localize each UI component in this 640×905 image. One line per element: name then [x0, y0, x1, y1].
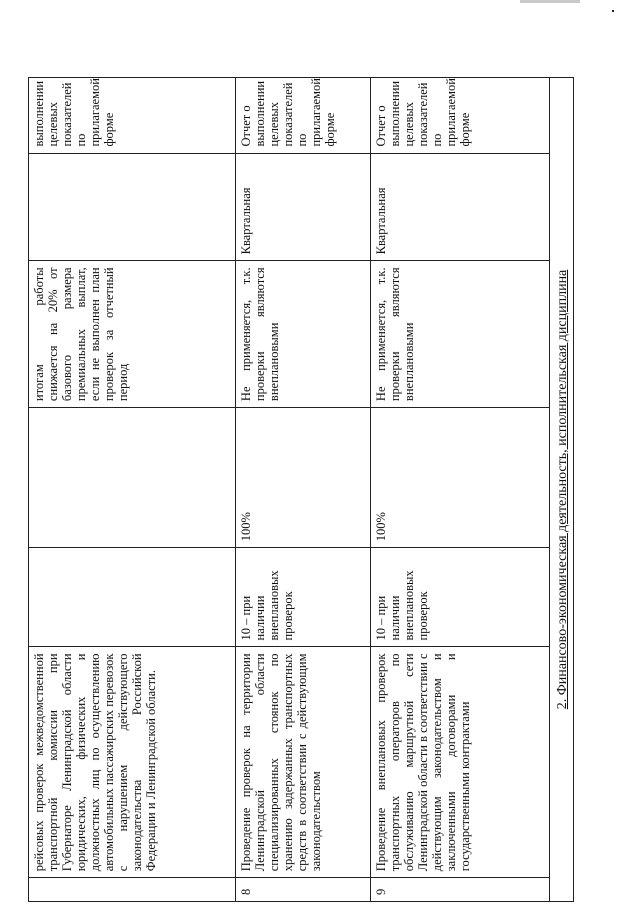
section-title: 2. Финансово-экономическая деятельность, исполнительская дисциплина [555, 269, 570, 710]
table-row [29, 78, 236, 902]
indicator-percent: 100% [371, 408, 550, 548]
scan-dot [612, 10, 614, 12]
row-number: 8 [236, 878, 371, 902]
section-heading [550, 78, 574, 902]
table-row [371, 78, 550, 902]
indicator-percent: 100% [236, 408, 371, 548]
section-row [550, 78, 574, 902]
scan-edge-mark [520, 0, 580, 3]
indicator-condition: Не применяется, т.к. проверки являются внеплановыми [236, 261, 371, 408]
row-number [29, 878, 236, 902]
table-row [236, 78, 371, 902]
indicator-frequency: 10 – при наличии внеплановых проверок [236, 548, 371, 647]
indicator-name: рейсовых проверок межведомственной транспортной комиссии при Губернаторе Ленинградской области юридических, физических и должностных лиц по осуществлению автомобильных пассажирских перевозок с нарушением действующего законодательства Российской Федерации и Ленинградской области. [29, 647, 236, 878]
indicator-frequency: 10 – при наличии внеплановых проверок [371, 548, 550, 647]
indicator-condition: итогам работы снижается на 20% от базового размера премиальных выплат, если не выполнен план проверок за отчетный период [29, 261, 236, 408]
indicator-report: Отчет о выполнении целевых показателей по прилагаемой форме [371, 78, 550, 154]
indicator-report: выполнении целевых показателей по прилагаемой форме [29, 78, 236, 154]
indicator-period [29, 153, 236, 261]
indicator-frequency [29, 548, 236, 647]
indicator-report: Отчет о выполнении целевых показателей по прилагаемой форме [236, 78, 371, 154]
row-number: 9 [371, 878, 550, 902]
indicator-percent [29, 408, 236, 548]
indicators-table [28, 77, 574, 902]
indicator-condition: Не применяется, т.к. проверки являются внеплановыми [371, 261, 550, 408]
indicator-period: Квартальная [236, 153, 371, 261]
indicator-name: Проведение проверок на территории Ленинградской области специализированных стоянок по хранению задержанных транспортных средств в соответствии с действующим законодательством [236, 647, 371, 878]
rotated-page [28, 77, 568, 902]
indicator-period: Квартальная [371, 153, 550, 261]
indicator-name: Проведение внеплановых проверок транспортных операторов по обслуживанию маршрутной сети Ленинградской области в соответствии с действующим законодательством и заключенными договорами и государственными контрактами [371, 647, 550, 878]
